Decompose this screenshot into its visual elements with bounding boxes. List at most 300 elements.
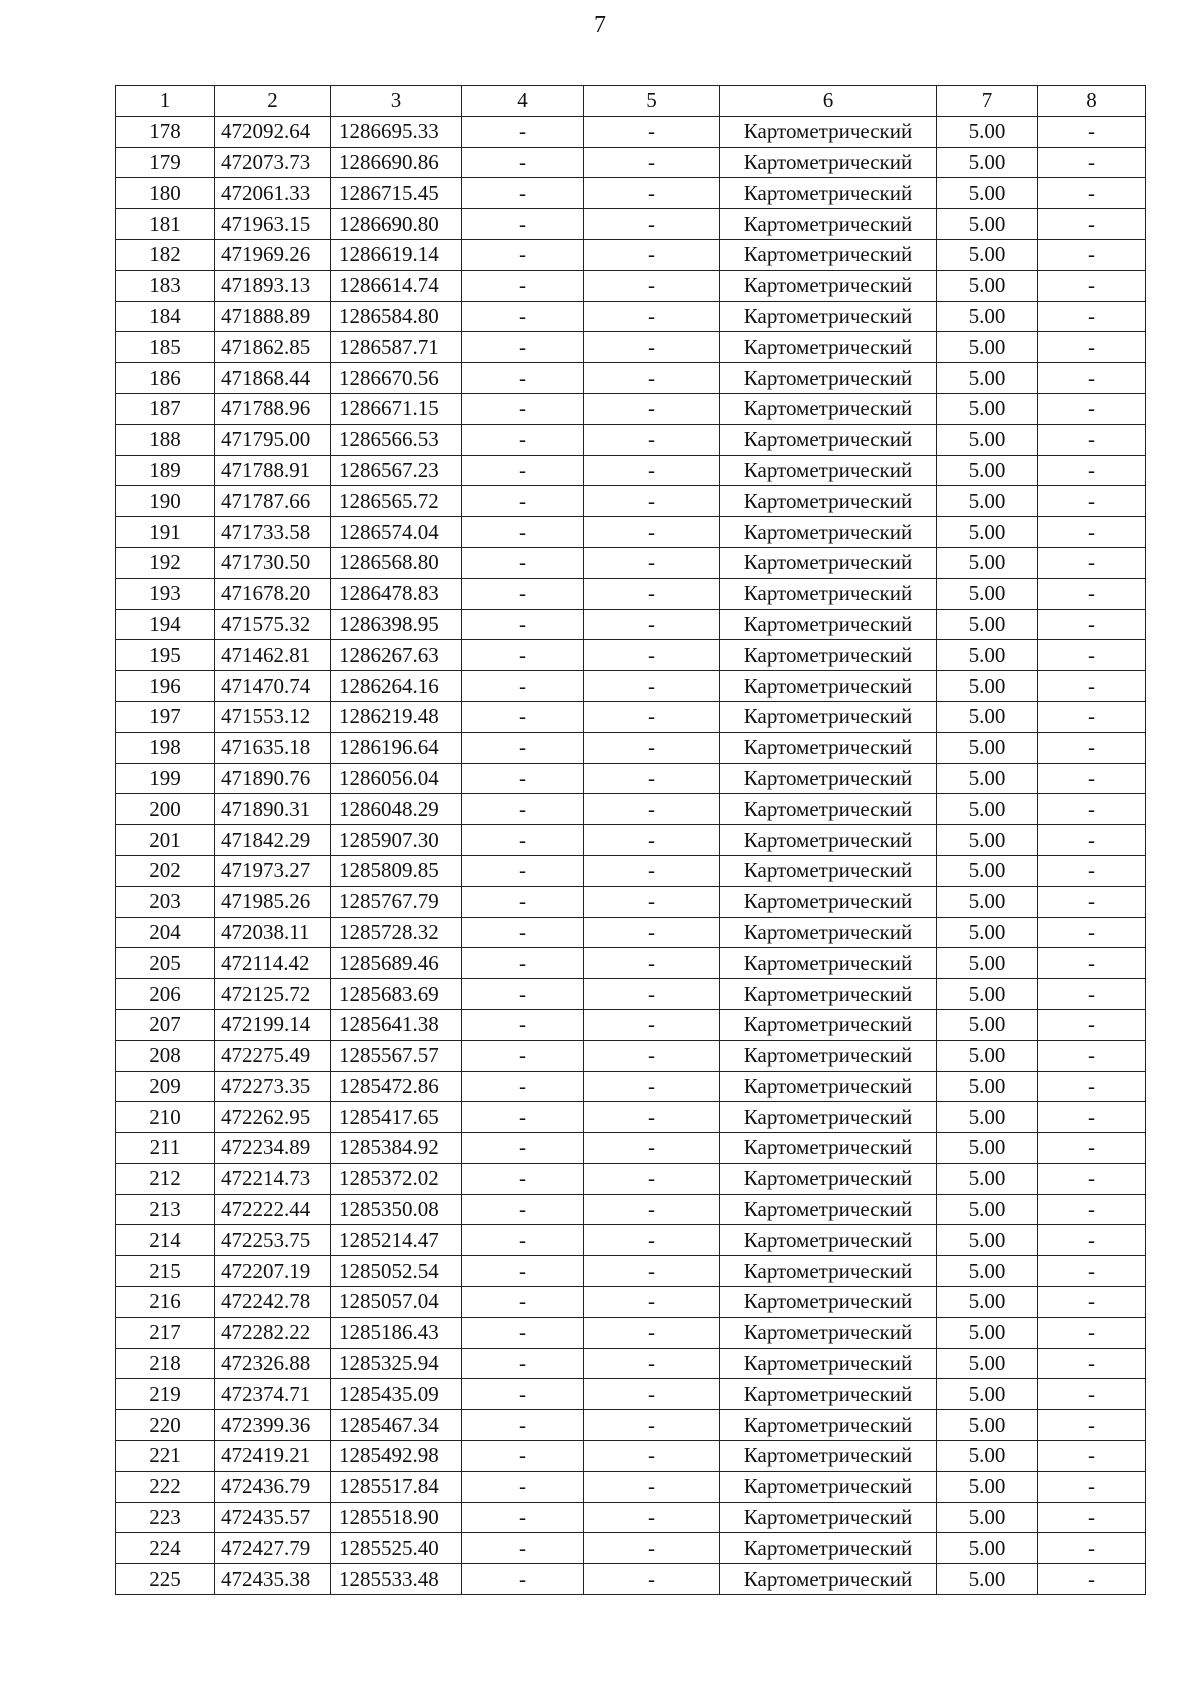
x-coordinate-cell: 471730.50: [215, 547, 331, 578]
col4-cell: -: [462, 640, 584, 671]
accuracy-cell: 5.00: [937, 578, 1038, 609]
col4-cell: -: [462, 547, 584, 578]
col5-cell: -: [584, 1379, 720, 1410]
method-cell: Картометрический: [720, 609, 937, 640]
accuracy-cell: 5.00: [937, 332, 1038, 363]
x-coordinate-cell: 472073.73: [215, 147, 331, 178]
col5-cell: -: [584, 1502, 720, 1533]
y-coordinate-cell: 1286614.74: [331, 270, 462, 301]
table-row: [116, 886, 1146, 917]
x-coordinate-cell: 472061.33: [215, 178, 331, 209]
method-cell: Картометрический: [720, 794, 937, 825]
col8-cell: -: [1038, 732, 1146, 763]
accuracy-cell: 5.00: [937, 855, 1038, 886]
method-cell: Картометрический: [720, 1163, 937, 1194]
method-cell: Картометрический: [720, 147, 937, 178]
col4-cell: -: [462, 578, 584, 609]
col4-cell: -: [462, 1379, 584, 1410]
y-coordinate-cell: 1285057.04: [331, 1287, 462, 1318]
method-cell: Картометрический: [720, 578, 937, 609]
x-coordinate-cell: 472374.71: [215, 1379, 331, 1410]
col5-cell: -: [584, 979, 720, 1010]
method-cell: Картометрический: [720, 948, 937, 979]
method-cell: Картометрический: [720, 1502, 937, 1533]
y-coordinate-cell: 1286565.72: [331, 486, 462, 517]
point-number-cell: 211: [116, 1133, 215, 1164]
col8-cell: -: [1038, 794, 1146, 825]
method-cell: Картометрический: [720, 393, 937, 424]
point-number-cell: 218: [116, 1348, 215, 1379]
y-coordinate-cell: 1286048.29: [331, 794, 462, 825]
x-coordinate-cell: 472207.19: [215, 1256, 331, 1287]
y-coordinate-cell: 1285214.47: [331, 1225, 462, 1256]
point-number-cell: 220: [116, 1410, 215, 1441]
accuracy-cell: 5.00: [937, 671, 1038, 702]
method-cell: Картометрический: [720, 517, 937, 548]
col5-cell: -: [584, 948, 720, 979]
y-coordinate-cell: 1285518.90: [331, 1502, 462, 1533]
point-number-cell: 179: [116, 147, 215, 178]
x-coordinate-cell: 471973.27: [215, 855, 331, 886]
col8-cell: -: [1038, 301, 1146, 332]
method-cell: Картометрический: [720, 547, 937, 578]
accuracy-cell: 5.00: [937, 209, 1038, 240]
col8-cell: -: [1038, 517, 1146, 548]
x-coordinate-cell: 471969.26: [215, 239, 331, 270]
point-number-cell: 184: [116, 301, 215, 332]
col5-cell: -: [584, 917, 720, 948]
x-coordinate-cell: 471893.13: [215, 270, 331, 301]
col5-cell: -: [584, 517, 720, 548]
col4-cell: -: [462, 948, 584, 979]
col8-cell: -: [1038, 1533, 1146, 1564]
table-row: [116, 671, 1146, 702]
table-row: [116, 393, 1146, 424]
y-coordinate-cell: 1286267.63: [331, 640, 462, 671]
method-cell: Картометрический: [720, 424, 937, 455]
x-coordinate-cell: 472253.75: [215, 1225, 331, 1256]
method-cell: Картометрический: [720, 671, 937, 702]
col4-cell: -: [462, 979, 584, 1010]
col8-cell: -: [1038, 270, 1146, 301]
x-coordinate-cell: 472038.11: [215, 917, 331, 948]
table-row: [116, 1410, 1146, 1441]
point-number-cell: 189: [116, 455, 215, 486]
method-cell: Картометрический: [720, 455, 937, 486]
y-coordinate-cell: 1285728.32: [331, 917, 462, 948]
col5-cell: -: [584, 393, 720, 424]
accuracy-cell: 5.00: [937, 301, 1038, 332]
point-number-cell: 190: [116, 486, 215, 517]
point-number-cell: 223: [116, 1502, 215, 1533]
accuracy-cell: 5.00: [937, 948, 1038, 979]
accuracy-cell: 5.00: [937, 1163, 1038, 1194]
method-cell: Картометрический: [720, 917, 937, 948]
col5-cell: -: [584, 578, 720, 609]
table-row: [116, 1194, 1146, 1225]
col8-cell: -: [1038, 332, 1146, 363]
accuracy-cell: 5.00: [937, 486, 1038, 517]
x-coordinate-cell: 471985.26: [215, 886, 331, 917]
table-row: [116, 116, 1146, 147]
method-cell: Картометрический: [720, 178, 937, 209]
method-cell: Картометрический: [720, 979, 937, 1010]
method-cell: Картометрический: [720, 363, 937, 394]
col4-cell: -: [462, 332, 584, 363]
x-coordinate-cell: 472262.95: [215, 1102, 331, 1133]
point-number-cell: 225: [116, 1564, 215, 1595]
x-coordinate-cell: 472234.89: [215, 1133, 331, 1164]
method-cell: Картометрический: [720, 116, 937, 147]
x-coordinate-cell: 471842.29: [215, 825, 331, 856]
y-coordinate-cell: 1285350.08: [331, 1194, 462, 1225]
table-row: [116, 1040, 1146, 1071]
col8-cell: -: [1038, 1564, 1146, 1595]
col8-cell: -: [1038, 1009, 1146, 1040]
coordinates-table: [115, 85, 1146, 1595]
point-number-cell: 197: [116, 701, 215, 732]
y-coordinate-cell: 1285517.84: [331, 1471, 462, 1502]
y-coordinate-cell: 1286690.80: [331, 209, 462, 240]
point-number-cell: 185: [116, 332, 215, 363]
col4-cell: -: [462, 1133, 584, 1164]
accuracy-cell: 5.00: [937, 609, 1038, 640]
col8-cell: -: [1038, 671, 1146, 702]
accuracy-cell: 5.00: [937, 547, 1038, 578]
point-number-cell: 183: [116, 270, 215, 301]
accuracy-cell: 5.00: [937, 1256, 1038, 1287]
col4-cell: -: [462, 239, 584, 270]
method-cell: Картометрический: [720, 1348, 937, 1379]
col4-cell: -: [462, 1441, 584, 1472]
col5-cell: -: [584, 239, 720, 270]
col4-cell: -: [462, 1009, 584, 1040]
col8-cell: -: [1038, 578, 1146, 609]
col4-cell: -: [462, 763, 584, 794]
col4-cell: -: [462, 363, 584, 394]
point-number-cell: 204: [116, 917, 215, 948]
y-coordinate-cell: 1285533.48: [331, 1564, 462, 1595]
table-row: [116, 270, 1146, 301]
col4-cell: -: [462, 732, 584, 763]
col4-cell: -: [462, 609, 584, 640]
column-header: 6: [720, 86, 937, 117]
x-coordinate-cell: 471888.89: [215, 301, 331, 332]
x-coordinate-cell: 471787.66: [215, 486, 331, 517]
col5-cell: -: [584, 1194, 720, 1225]
method-cell: Картометрический: [720, 701, 937, 732]
y-coordinate-cell: 1286584.80: [331, 301, 462, 332]
method-cell: Картометрический: [720, 1133, 937, 1164]
point-number-cell: 196: [116, 671, 215, 702]
col8-cell: -: [1038, 948, 1146, 979]
method-cell: Картометрический: [720, 1287, 937, 1318]
point-number-cell: 193: [116, 578, 215, 609]
y-coordinate-cell: 1285641.38: [331, 1009, 462, 1040]
col8-cell: -: [1038, 178, 1146, 209]
y-coordinate-cell: 1286567.23: [331, 455, 462, 486]
accuracy-cell: 5.00: [937, 1287, 1038, 1318]
accuracy-cell: 5.00: [937, 825, 1038, 856]
point-number-cell: 207: [116, 1009, 215, 1040]
col4-cell: -: [462, 1102, 584, 1133]
col8-cell: -: [1038, 1471, 1146, 1502]
point-number-cell: 198: [116, 732, 215, 763]
y-coordinate-cell: 1285492.98: [331, 1441, 462, 1472]
point-number-cell: 195: [116, 640, 215, 671]
col8-cell: -: [1038, 855, 1146, 886]
table-row: [116, 1502, 1146, 1533]
table-header-row: [116, 86, 1146, 117]
method-cell: Картометрический: [720, 1564, 937, 1595]
col8-cell: -: [1038, 239, 1146, 270]
x-coordinate-cell: 471862.85: [215, 332, 331, 363]
col4-cell: -: [462, 424, 584, 455]
table-row: [116, 1471, 1146, 1502]
method-cell: Картометрический: [720, 486, 937, 517]
method-cell: Картометрический: [720, 640, 937, 671]
col5-cell: -: [584, 270, 720, 301]
table-row: [116, 1287, 1146, 1318]
point-number-cell: 191: [116, 517, 215, 548]
point-number-cell: 181: [116, 209, 215, 240]
accuracy-cell: 5.00: [937, 1225, 1038, 1256]
col4-cell: -: [462, 825, 584, 856]
column-header: 5: [584, 86, 720, 117]
column-header: 8: [1038, 86, 1146, 117]
accuracy-cell: 5.00: [937, 701, 1038, 732]
col8-cell: -: [1038, 1348, 1146, 1379]
accuracy-cell: 5.00: [937, 794, 1038, 825]
y-coordinate-cell: 1285525.40: [331, 1533, 462, 1564]
col8-cell: -: [1038, 363, 1146, 394]
point-number-cell: 194: [116, 609, 215, 640]
table-row: [116, 979, 1146, 1010]
point-number-cell: 216: [116, 1287, 215, 1318]
method-cell: Картометрический: [720, 1533, 937, 1564]
table-row: [116, 1225, 1146, 1256]
col4-cell: -: [462, 270, 584, 301]
table-row: [116, 147, 1146, 178]
table-row: [116, 1317, 1146, 1348]
accuracy-cell: 5.00: [937, 917, 1038, 948]
col8-cell: -: [1038, 1194, 1146, 1225]
x-coordinate-cell: 472435.38: [215, 1564, 331, 1595]
method-cell: Картометрический: [720, 1225, 937, 1256]
accuracy-cell: 5.00: [937, 1410, 1038, 1441]
table-row: [116, 578, 1146, 609]
method-cell: Картометрический: [720, 855, 937, 886]
table-row: [116, 1564, 1146, 1595]
col4-cell: -: [462, 1040, 584, 1071]
col8-cell: -: [1038, 1102, 1146, 1133]
col8-cell: -: [1038, 424, 1146, 455]
col5-cell: -: [584, 1071, 720, 1102]
col4-cell: -: [462, 1256, 584, 1287]
y-coordinate-cell: 1285467.34: [331, 1410, 462, 1441]
table-row: [116, 1071, 1146, 1102]
column-header: 3: [331, 86, 462, 117]
table-row: [116, 332, 1146, 363]
col4-cell: -: [462, 1410, 584, 1441]
col8-cell: -: [1038, 393, 1146, 424]
table-row: [116, 363, 1146, 394]
y-coordinate-cell: 1286670.56: [331, 363, 462, 394]
point-number-cell: 203: [116, 886, 215, 917]
col5-cell: -: [584, 178, 720, 209]
accuracy-cell: 5.00: [937, 1441, 1038, 1472]
method-cell: Картометрический: [720, 209, 937, 240]
point-number-cell: 178: [116, 116, 215, 147]
col5-cell: -: [584, 1317, 720, 1348]
table-row: [116, 424, 1146, 455]
x-coordinate-cell: 471795.00: [215, 424, 331, 455]
method-cell: Картометрический: [720, 825, 937, 856]
y-coordinate-cell: 1285186.43: [331, 1317, 462, 1348]
accuracy-cell: 5.00: [937, 178, 1038, 209]
x-coordinate-cell: 472427.79: [215, 1533, 331, 1564]
table-row: [116, 1441, 1146, 1472]
y-coordinate-cell: 1285325.94: [331, 1348, 462, 1379]
accuracy-cell: 5.00: [937, 640, 1038, 671]
col5-cell: -: [584, 486, 720, 517]
x-coordinate-cell: 472199.14: [215, 1009, 331, 1040]
y-coordinate-cell: 1286056.04: [331, 763, 462, 794]
x-coordinate-cell: 472273.35: [215, 1071, 331, 1102]
x-coordinate-cell: 471868.44: [215, 363, 331, 394]
accuracy-cell: 5.00: [937, 1564, 1038, 1595]
col8-cell: -: [1038, 1317, 1146, 1348]
y-coordinate-cell: 1285372.02: [331, 1163, 462, 1194]
table-row: [116, 763, 1146, 794]
method-cell: Картометрический: [720, 1009, 937, 1040]
col8-cell: -: [1038, 486, 1146, 517]
col5-cell: -: [584, 794, 720, 825]
col5-cell: -: [584, 1256, 720, 1287]
table-row: [116, 701, 1146, 732]
col5-cell: -: [584, 424, 720, 455]
y-coordinate-cell: 1286568.80: [331, 547, 462, 578]
accuracy-cell: 5.00: [937, 1533, 1038, 1564]
col8-cell: -: [1038, 763, 1146, 794]
y-coordinate-cell: 1285689.46: [331, 948, 462, 979]
accuracy-cell: 5.00: [937, 1471, 1038, 1502]
col8-cell: -: [1038, 1256, 1146, 1287]
accuracy-cell: 5.00: [937, 116, 1038, 147]
x-coordinate-cell: 471635.18: [215, 732, 331, 763]
col4-cell: -: [462, 917, 584, 948]
x-coordinate-cell: 471890.31: [215, 794, 331, 825]
point-number-cell: 192: [116, 547, 215, 578]
point-number-cell: 212: [116, 1163, 215, 1194]
accuracy-cell: 5.00: [937, 270, 1038, 301]
col4-cell: -: [462, 178, 584, 209]
col8-cell: -: [1038, 1163, 1146, 1194]
col5-cell: -: [584, 301, 720, 332]
y-coordinate-cell: 1286196.64: [331, 732, 462, 763]
table-row: [116, 1533, 1146, 1564]
table-row: [116, 1256, 1146, 1287]
col5-cell: -: [584, 640, 720, 671]
x-coordinate-cell: 472326.88: [215, 1348, 331, 1379]
method-cell: Картометрический: [720, 1410, 937, 1441]
x-coordinate-cell: 471553.12: [215, 701, 331, 732]
method-cell: Картометрический: [720, 1040, 937, 1071]
accuracy-cell: 5.00: [937, 1040, 1038, 1071]
table-row: [116, 455, 1146, 486]
column-header: 4: [462, 86, 584, 117]
column-header: 7: [937, 86, 1038, 117]
col4-cell: -: [462, 794, 584, 825]
y-coordinate-cell: 1286478.83: [331, 578, 462, 609]
point-number-cell: 217: [116, 1317, 215, 1348]
col4-cell: -: [462, 1225, 584, 1256]
y-coordinate-cell: 1285809.85: [331, 855, 462, 886]
accuracy-cell: 5.00: [937, 517, 1038, 548]
point-number-cell: 219: [116, 1379, 215, 1410]
accuracy-cell: 5.00: [937, 1194, 1038, 1225]
table-row: [116, 1348, 1146, 1379]
x-coordinate-cell: 472436.79: [215, 1471, 331, 1502]
y-coordinate-cell: 1285907.30: [331, 825, 462, 856]
accuracy-cell: 5.00: [937, 393, 1038, 424]
accuracy-cell: 5.00: [937, 1317, 1038, 1348]
y-coordinate-cell: 1286587.71: [331, 332, 462, 363]
point-number-cell: 213: [116, 1194, 215, 1225]
method-cell: Картометрический: [720, 1194, 937, 1225]
col5-cell: -: [584, 609, 720, 640]
accuracy-cell: 5.00: [937, 363, 1038, 394]
col8-cell: -: [1038, 886, 1146, 917]
col5-cell: -: [584, 732, 720, 763]
point-number-cell: 214: [116, 1225, 215, 1256]
point-number-cell: 221: [116, 1441, 215, 1472]
col8-cell: -: [1038, 609, 1146, 640]
point-number-cell: 209: [116, 1071, 215, 1102]
table-row: [116, 1102, 1146, 1133]
col4-cell: -: [462, 1287, 584, 1318]
x-coordinate-cell: 471963.15: [215, 209, 331, 240]
y-coordinate-cell: 1285767.79: [331, 886, 462, 917]
col4-cell: -: [462, 671, 584, 702]
col5-cell: -: [584, 1348, 720, 1379]
col5-cell: -: [584, 763, 720, 794]
col8-cell: -: [1038, 1441, 1146, 1472]
col5-cell: -: [584, 855, 720, 886]
y-coordinate-cell: 1285683.69: [331, 979, 462, 1010]
table-row: [116, 517, 1146, 548]
table-row: [116, 732, 1146, 763]
point-number-cell: 188: [116, 424, 215, 455]
table-row: [116, 1133, 1146, 1164]
x-coordinate-cell: 471733.58: [215, 517, 331, 548]
col4-cell: -: [462, 301, 584, 332]
col4-cell: -: [462, 116, 584, 147]
col4-cell: -: [462, 855, 584, 886]
col4-cell: -: [462, 455, 584, 486]
table-row: [116, 1163, 1146, 1194]
table-row: [116, 640, 1146, 671]
accuracy-cell: 5.00: [937, 1071, 1038, 1102]
y-coordinate-cell: 1286219.48: [331, 701, 462, 732]
method-cell: Картометрический: [720, 763, 937, 794]
col4-cell: -: [462, 147, 584, 178]
accuracy-cell: 5.00: [937, 239, 1038, 270]
col4-cell: -: [462, 517, 584, 548]
method-cell: Картометрический: [720, 1317, 937, 1348]
col5-cell: -: [584, 547, 720, 578]
col8-cell: -: [1038, 1225, 1146, 1256]
